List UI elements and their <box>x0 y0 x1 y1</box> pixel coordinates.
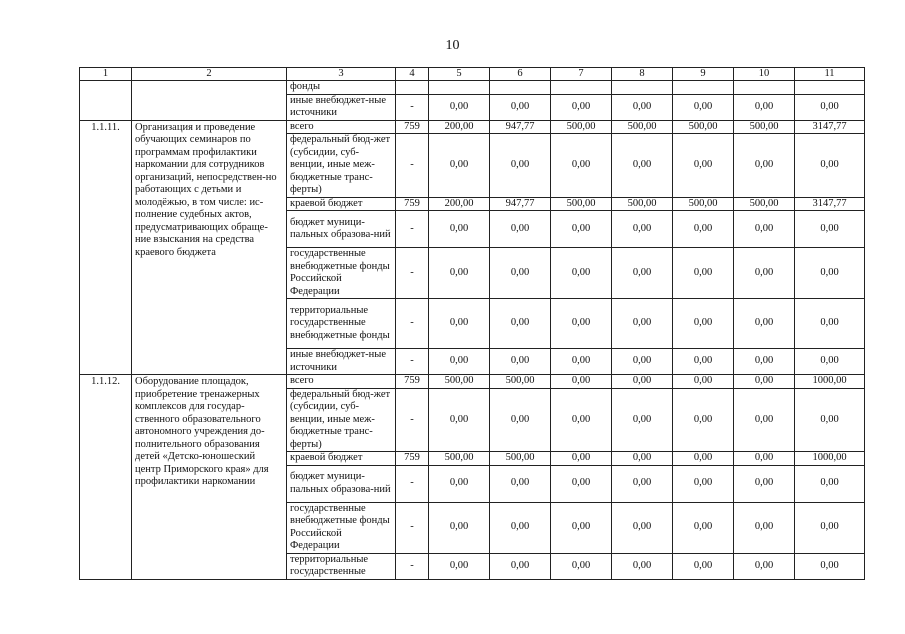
funding-source: всего <box>287 120 396 134</box>
amount-cell: 0,00 <box>490 465 551 502</box>
amount-cell: 0,00 <box>429 211 490 248</box>
amount-cell: 0,00 <box>612 452 673 466</box>
funding-source: бюджет муници-пальных образова-ний <box>287 211 396 248</box>
amount-cell: 0,00 <box>673 388 734 452</box>
amount-cell: 0,00 <box>612 299 673 349</box>
amount-cell: 0,00 <box>551 134 612 198</box>
funding-source: иные внебюджет-ные источники <box>287 349 396 375</box>
amount-cell: 0,00 <box>795 94 865 120</box>
amount-cell: 0,00 <box>429 553 490 579</box>
item-description: Оборудование площадок, приобретение тренажерных комплексов для государ-ственного образовательного автономного учреждения до-полнительного образования детей «Детско-юношеский центр Приморского края» для профилактики наркомании <box>132 375 287 580</box>
amount-cell: 0,00 <box>551 388 612 452</box>
amount-cell: 0,00 <box>429 248 490 299</box>
amount-cell: 0,00 <box>673 94 734 120</box>
amount-cell: 0,00 <box>673 299 734 349</box>
amount-cell: 0,00 <box>612 211 673 248</box>
page-number: 10 <box>445 38 460 53</box>
amount-cell: 0,00 <box>551 553 612 579</box>
amount-cell: 0,00 <box>612 94 673 120</box>
amount-cell: 500,00 <box>612 120 673 134</box>
amount-cell: 0,00 <box>734 299 795 349</box>
amount-cell: 0,00 <box>673 134 734 198</box>
budget-code: - <box>396 94 429 120</box>
amount-cell <box>795 81 865 95</box>
amount-cell: 0,00 <box>612 502 673 553</box>
amount-cell: 0,00 <box>551 299 612 349</box>
amount-cell: 500,00 <box>734 197 795 211</box>
amount-cell: 0,00 <box>429 299 490 349</box>
amount-cell: 500,00 <box>429 375 490 389</box>
amount-cell: 0,00 <box>612 388 673 452</box>
budget-code: - <box>396 248 429 299</box>
amount-cell: 500,00 <box>551 120 612 134</box>
column-header: 1 <box>80 68 132 81</box>
amount-cell: 1000,00 <box>795 452 865 466</box>
amount-cell: 0,00 <box>673 349 734 375</box>
funding-source: государственные внебюджетные фонды Российской Федерации <box>287 248 396 299</box>
amount-cell: 0,00 <box>490 349 551 375</box>
amount-cell: 3147,77 <box>795 120 865 134</box>
funding-source: иные внебюджет-ные источники <box>287 94 396 120</box>
amount-cell: 0,00 <box>612 248 673 299</box>
amount-cell: 1000,00 <box>795 375 865 389</box>
budget-table <box>79 67 865 580</box>
item-code: 1.1.12. <box>80 375 132 580</box>
funding-source: территориальные государственные внебюджетные фонды <box>287 299 396 349</box>
budget-code: - <box>396 502 429 553</box>
amount-cell: 0,00 <box>551 248 612 299</box>
amount-cell: 0,00 <box>551 465 612 502</box>
amount-cell: 0,00 <box>673 553 734 579</box>
amount-cell: 0,00 <box>429 388 490 452</box>
amount-cell: 0,00 <box>490 248 551 299</box>
amount-cell: 500,00 <box>612 197 673 211</box>
budget-code: - <box>396 388 429 452</box>
amount-cell: 0,00 <box>551 94 612 120</box>
amount-cell: 0,00 <box>429 349 490 375</box>
amount-cell: 0,00 <box>795 553 865 579</box>
amount-cell: 0,00 <box>734 452 795 466</box>
amount-cell: 500,00 <box>490 375 551 389</box>
amount-cell: 0,00 <box>734 388 795 452</box>
amount-cell: 200,00 <box>429 197 490 211</box>
amount-cell: 0,00 <box>551 211 612 248</box>
table-row <box>80 375 865 389</box>
column-header: 8 <box>612 68 673 81</box>
amount-cell <box>734 81 795 95</box>
amount-cell <box>612 81 673 95</box>
amount-cell: 0,00 <box>612 465 673 502</box>
amount-cell: 0,00 <box>490 134 551 198</box>
funding-source: фонды <box>287 81 396 95</box>
amount-cell: 0,00 <box>490 299 551 349</box>
column-header: 3 <box>287 68 396 81</box>
amount-cell: 0,00 <box>429 94 490 120</box>
amount-cell: 0,00 <box>795 248 865 299</box>
amount-cell: 0,00 <box>551 375 612 389</box>
amount-cell: 947,77 <box>490 197 551 211</box>
amount-cell: 0,00 <box>795 349 865 375</box>
amount-cell: 500,00 <box>490 452 551 466</box>
amount-cell: 0,00 <box>490 211 551 248</box>
column-header: 4 <box>396 68 429 81</box>
amount-cell: 0,00 <box>490 388 551 452</box>
column-header: 5 <box>429 68 490 81</box>
amount-cell: 0,00 <box>795 299 865 349</box>
amount-cell: 0,00 <box>734 134 795 198</box>
item-description <box>132 81 287 121</box>
amount-cell: 500,00 <box>429 452 490 466</box>
budget-code: - <box>396 211 429 248</box>
budget-code: - <box>396 134 429 198</box>
funding-source: федеральный бюд-жет (субсидии, суб-венции, иные меж-бюджетные транс-ферты) <box>287 134 396 198</box>
item-description: Организация и проведение обучающих семинаров по программам профилактики наркомании для сотрудников организаций, непосредствен-но работающих с детьми и молодёжью, в том числе: ис-полнение судебных актов, предусматривающих обраще-ние взыскания на средства краевого бюджета <box>132 120 287 375</box>
amount-cell: 0,00 <box>734 94 795 120</box>
column-header: 7 <box>551 68 612 81</box>
amount-cell: 500,00 <box>551 197 612 211</box>
amount-cell: 0,00 <box>795 502 865 553</box>
amount-cell: 0,00 <box>490 553 551 579</box>
amount-cell: 0,00 <box>795 388 865 452</box>
budget-code: - <box>396 465 429 502</box>
budget-code: - <box>396 299 429 349</box>
amount-cell: 0,00 <box>734 349 795 375</box>
amount-cell: 0,00 <box>734 211 795 248</box>
funding-source: бюджет муници-пальных образова-ний <box>287 465 396 502</box>
amount-cell: 3147,77 <box>795 197 865 211</box>
amount-cell: 500,00 <box>673 120 734 134</box>
amount-cell <box>429 81 490 95</box>
funding-source: всего <box>287 375 396 389</box>
amount-cell <box>551 81 612 95</box>
amount-cell: 0,00 <box>795 211 865 248</box>
budget-code: 759 <box>396 452 429 466</box>
funding-source: федеральный бюд-жет (субсидии, суб-венции, иные меж-бюджетные транс-ферты) <box>287 388 396 452</box>
amount-cell <box>673 81 734 95</box>
column-header: 6 <box>490 68 551 81</box>
amount-cell: 0,00 <box>612 349 673 375</box>
amount-cell: 0,00 <box>612 375 673 389</box>
amount-cell: 0,00 <box>673 375 734 389</box>
amount-cell: 0,00 <box>734 375 795 389</box>
amount-cell: 947,77 <box>490 120 551 134</box>
funding-source: государственные внебюджетные фонды Российской Федерации <box>287 502 396 553</box>
amount-cell: 0,00 <box>734 465 795 502</box>
amount-cell: 500,00 <box>734 120 795 134</box>
amount-cell <box>490 81 551 95</box>
amount-cell: 0,00 <box>673 452 734 466</box>
amount-cell: 0,00 <box>673 465 734 502</box>
amount-cell: 0,00 <box>795 134 865 198</box>
column-header: 11 <box>795 68 865 81</box>
amount-cell: 0,00 <box>673 211 734 248</box>
amount-cell: 0,00 <box>795 465 865 502</box>
amount-cell: 0,00 <box>429 502 490 553</box>
column-header: 9 <box>673 68 734 81</box>
funding-source: краевой бюджет <box>287 197 396 211</box>
item-code <box>80 81 132 121</box>
amount-cell: 0,00 <box>673 502 734 553</box>
column-header: 2 <box>132 68 287 81</box>
header-row <box>80 68 865 81</box>
amount-cell: 0,00 <box>551 349 612 375</box>
item-code: 1.1.11. <box>80 120 132 375</box>
amount-cell: 0,00 <box>612 553 673 579</box>
amount-cell: 0,00 <box>429 134 490 198</box>
amount-cell: 0,00 <box>734 502 795 553</box>
amount-cell: 0,00 <box>551 452 612 466</box>
amount-cell: 0,00 <box>490 502 551 553</box>
amount-cell: 0,00 <box>429 465 490 502</box>
budget-code: - <box>396 553 429 579</box>
amount-cell: 0,00 <box>612 134 673 198</box>
amount-cell: 0,00 <box>490 94 551 120</box>
amount-cell: 500,00 <box>673 197 734 211</box>
funding-source: территориальные государственные <box>287 553 396 579</box>
column-header: 10 <box>734 68 795 81</box>
budget-code: 759 <box>396 120 429 134</box>
table-row <box>80 81 865 95</box>
amount-cell: 200,00 <box>429 120 490 134</box>
budget-code: 759 <box>396 375 429 389</box>
budget-code: - <box>396 349 429 375</box>
amount-cell: 0,00 <box>734 553 795 579</box>
amount-cell: 0,00 <box>673 248 734 299</box>
funding-source: краевой бюджет <box>287 452 396 466</box>
table-row <box>80 120 865 134</box>
amount-cell: 0,00 <box>734 248 795 299</box>
budget-code <box>396 81 429 95</box>
budget-code: 759 <box>396 197 429 211</box>
amount-cell: 0,00 <box>551 502 612 553</box>
